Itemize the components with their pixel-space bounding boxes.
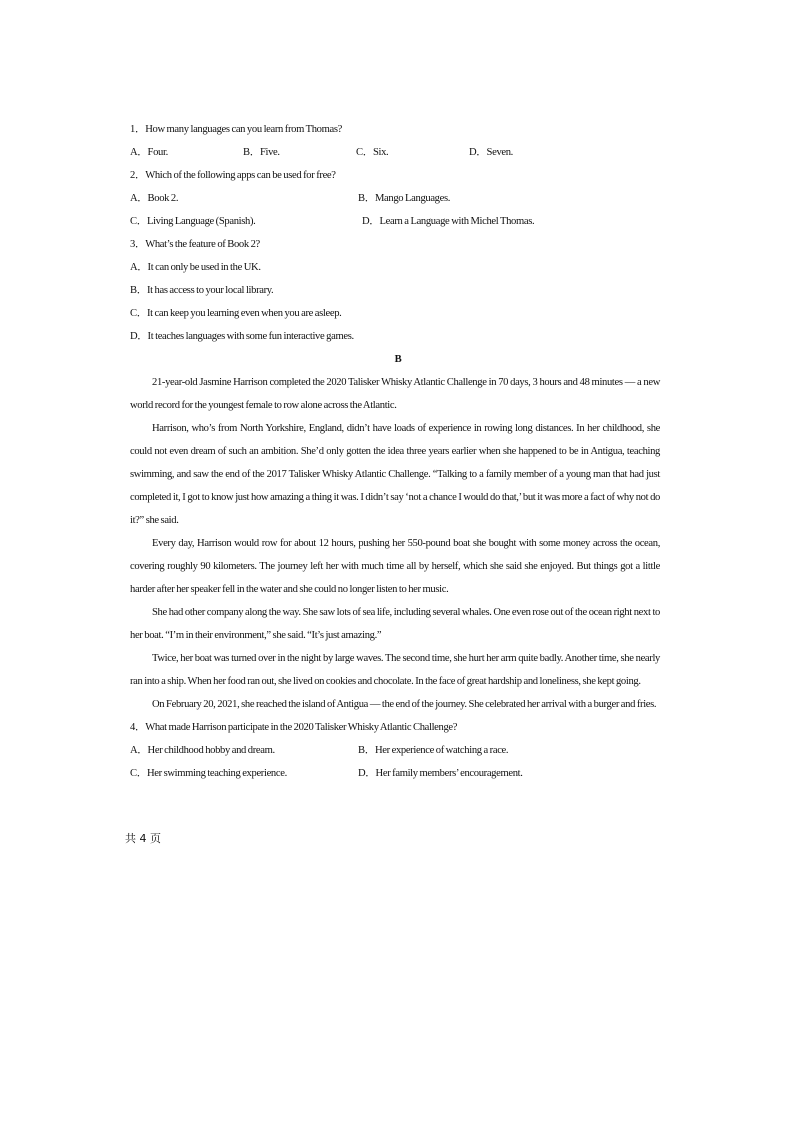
q2-stem: 2．Which of the following apps can be used for free?	[130, 170, 336, 181]
passage-paragraph: She had other company along the way. She saw lots of sea life, including several whales. One even rose out of the ocean right next to her boat. “I’m in their environment,” she said. “It’s just amazing.”	[130, 607, 660, 641]
q1-stem: 1．How many languages can you learn from Thomas?	[130, 124, 342, 135]
q1-options	[130, 145, 660, 168]
q2-option-d: D．Learn a Language with Michel Thomas.	[362, 216, 535, 227]
passage-paragraph: 21-year-old Jasmine Harrison completed the 2020 Talisker Whisky Atlantic Challenge in 70 days, 3 hours and 48 minutes — a new world record for the youngest female to row alone across the Atlantic.	[130, 377, 660, 411]
q3-option-c: C．It can keep you learning even when you are asleep.	[130, 308, 342, 319]
section-b-title: B	[394, 354, 402, 365]
q4-block	[130, 720, 660, 789]
q4-option-a: A．Her childhood hobby and dream.	[130, 745, 275, 756]
passage-paragraph: On February 20, 2021, she reached the island of Antigua — the end of the journey. She celebrated her arrival with a burger and fries.	[152, 699, 657, 710]
q1-option-b: B．Five.	[243, 147, 280, 158]
q3-option-a: A．It can only be used in the UK.	[130, 262, 261, 273]
q3-option-d: D．It teaches languages with some fun interactive games.	[130, 331, 354, 342]
page-footer: 共 4 页	[125, 832, 161, 845]
page-content	[130, 122, 660, 789]
q3-stem: 3．What’s the feature of Book 2?	[130, 239, 260, 250]
q2-options-row-2	[130, 214, 660, 237]
q4-option-c: C．Her swimming teaching experience.	[130, 768, 287, 779]
passage-paragraph: Harrison, who’s from North Yorkshire, England, didn’t have loads of experience in rowing long distances. In her childhood, she could not even dream of such an ambition. She’d only gotten the idea three years earlier when she happened to be in Antigua, teaching swimming, and saw the end of the 2017 Talisker Whisky Atlantic Challenge. “Talking to a family member of a young man that had just completed it, I got to know just how amazing a thing it was. I didn’t say ‘not a chance I would do that,’ but it was more a fact of why not do it?” she said.	[130, 423, 660, 526]
q4-option-d: D．Her family members’ encouragement.	[358, 768, 523, 779]
passage-paragraph: Twice, her boat was turned over in the night by large waves. The second time, she hurt her arm quite badly. Another time, she nearly ran into a ship. When her food ran out, she lived on cookies and chocolate. In the face of great hardship and loneliness, she kept going.	[130, 653, 660, 687]
q2-option-b: B．Mango Languages.	[358, 193, 451, 204]
q4-stem: 4．What made Harrison participate in the 2020 Talisker Whisky Atlantic Challenge?	[130, 722, 458, 733]
q4-option-b: B．Her experience of watching a race.	[358, 745, 509, 756]
q1-option-a: A．Four.	[130, 147, 168, 158]
q2-options-row-1	[130, 191, 660, 214]
q1-option-d: D．Seven.	[469, 147, 513, 158]
q3-option-b: B．It has access to your local library.	[130, 285, 274, 296]
q2-option-a: A．Book 2.	[130, 193, 179, 204]
q2-option-c: C．Living Language (Spanish).	[130, 216, 256, 227]
passage-b	[130, 375, 660, 720]
passage-paragraph: Every day, Harrison would row for about 12 hours, pushing her 550-pound boat she bought with some money across the ocean, covering roughly 90 kilometers. The journey left her with much time all by herself, which she said she enjoyed. But things got a little harder after her speaker fell in the water and she could no longer listen to her music.	[130, 538, 660, 595]
q4-options-row-1	[130, 743, 660, 766]
q1-option-c: C．Six.	[356, 147, 389, 158]
q4-options-row-2	[130, 766, 660, 789]
